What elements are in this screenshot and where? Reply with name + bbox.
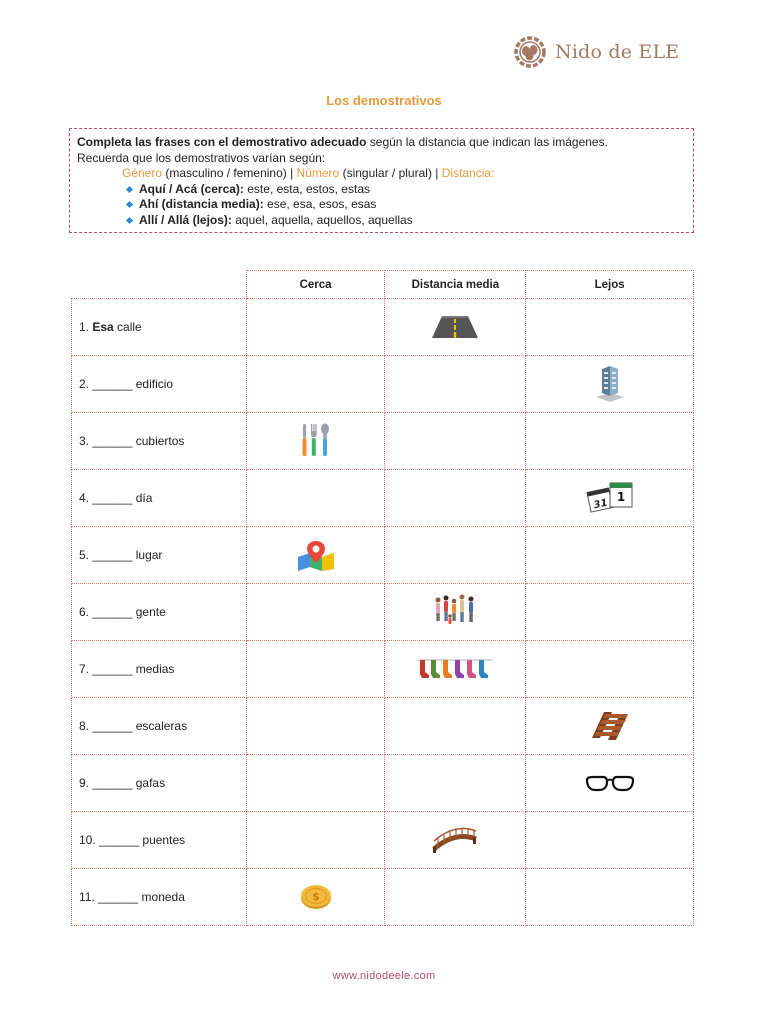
row-label [72, 869, 247, 926]
instructions-line-2: Recuerda que los demostrativos varían según: [77, 150, 326, 165]
row-label [72, 356, 247, 413]
bridge-icon [432, 825, 478, 855]
brand-logo [514, 36, 679, 68]
row-number: 9. [79, 776, 90, 790]
instructions-box [69, 128, 694, 233]
calendar-icon [586, 481, 634, 515]
row-answer: Esa [92, 320, 114, 334]
table-row [72, 584, 694, 641]
cell-cerca [246, 755, 385, 812]
glasses-icon [585, 774, 635, 792]
row-label [72, 527, 247, 584]
cell-media [385, 641, 526, 698]
cell-cerca [246, 812, 385, 869]
row-number: 7. [79, 662, 90, 676]
row-noun: moneda [138, 890, 185, 904]
cell-media [385, 299, 526, 356]
exercise-table [71, 270, 694, 926]
row-noun: gafas [132, 776, 166, 790]
row-noun: escaleras [132, 719, 188, 733]
cell-media [385, 527, 526, 584]
cell-media [385, 755, 526, 812]
distance-item-forms: ese, esa, esos, esas [263, 197, 377, 212]
instructions-bold: Completa las frases con el demostrativo adecuado [77, 135, 367, 149]
page-title: Los demostrativos [326, 93, 442, 108]
cell-cerca [246, 641, 385, 698]
row-label [72, 413, 247, 470]
row-number: 5. [79, 548, 90, 562]
row-blank: ______ [98, 890, 139, 904]
cell-media [385, 356, 526, 413]
cell-cerca [246, 869, 385, 926]
row-noun: gente [132, 605, 166, 619]
table-row [72, 869, 694, 926]
socks-icon [416, 657, 494, 681]
cell-cerca [246, 527, 385, 584]
cell-lejos [526, 641, 694, 698]
cell-lejos [526, 470, 694, 527]
cell-media [385, 584, 526, 641]
numero-label: Número [296, 166, 340, 181]
cell-lejos [526, 356, 694, 413]
row-label [72, 299, 247, 356]
row-blank: ______ [92, 491, 133, 505]
cell-cerca [246, 299, 385, 356]
calendar-number-1: 1 [616, 490, 625, 504]
distance-item-forms: este, esta, estos, estas [243, 181, 370, 196]
row-number: 4. [79, 491, 90, 505]
table-row [72, 299, 694, 356]
row-noun: medias [132, 662, 175, 676]
row-number: 11. [79, 890, 95, 904]
cell-lejos [526, 299, 694, 356]
distancia-label: Distancia: [441, 166, 495, 181]
coin-icon [299, 884, 333, 910]
distance-list [77, 182, 686, 229]
distance-item-lejos [127, 213, 686, 229]
brand-name: Nido de ELE [555, 41, 680, 63]
table-row [72, 755, 694, 812]
cell-lejos [526, 413, 694, 470]
table-header-row [72, 271, 694, 299]
cell-lejos [526, 527, 694, 584]
instructions-line-1 [77, 135, 686, 151]
row-noun: edificio [132, 377, 174, 391]
instructions-line-3 [77, 166, 686, 182]
row-label [72, 641, 247, 698]
cell-cerca [246, 470, 385, 527]
map-pin-icon [296, 539, 336, 571]
table-row [72, 527, 694, 584]
header-lejos: Lejos [526, 271, 694, 299]
row-noun: día [132, 491, 153, 505]
header-cerca: Cerca [246, 271, 385, 299]
coin-symbol: $ [311, 890, 320, 903]
cell-media [385, 698, 526, 755]
cell-media [385, 869, 526, 926]
footer-url[interactable]: www.nidodeele.com [332, 970, 436, 982]
row-blank: ______ [92, 377, 133, 391]
cell-media [385, 413, 526, 470]
distance-item-label: Ahí (distancia media): [139, 197, 264, 212]
table-row [72, 641, 694, 698]
row-noun: calle [113, 320, 142, 334]
row-label [72, 698, 247, 755]
row-label [72, 755, 247, 812]
table-row [72, 698, 694, 755]
cell-media [385, 470, 526, 527]
cell-cerca [246, 584, 385, 641]
row-blank: ______ [92, 434, 133, 448]
row-number: 1. [79, 320, 90, 334]
header-blank-cell [72, 271, 247, 299]
numero-text: (singular / plural) | [339, 166, 442, 181]
row-number: 10. [79, 833, 96, 847]
people-icon [431, 592, 479, 632]
distance-item-label: Allí / Allá (lejos): [139, 212, 232, 227]
building-icon [592, 365, 628, 403]
genero-text: (masculino / femenino) | [162, 166, 297, 181]
table-row [72, 470, 694, 527]
cell-lejos [526, 812, 694, 869]
header-distancia-media: Distancia media [385, 271, 526, 299]
nest-icon [514, 36, 546, 68]
cell-media [385, 812, 526, 869]
distance-item-cerca [127, 182, 686, 198]
row-blank: ______ [99, 833, 140, 847]
cell-lejos [526, 584, 694, 641]
row-label [72, 470, 247, 527]
row-label [72, 812, 247, 869]
cell-cerca [246, 356, 385, 413]
cell-lejos [526, 869, 694, 926]
table-row [72, 413, 694, 470]
row-number: 3. [79, 434, 90, 448]
distance-item-label: Aquí / Acá (cerca): [139, 181, 244, 196]
row-number: 8. [79, 719, 90, 733]
row-blank: ______ [92, 719, 133, 733]
row-label [72, 584, 247, 641]
distance-item-forms: aquel, aquella, aquellos, aquellas [231, 212, 413, 227]
cutlery-icon [299, 422, 333, 460]
calendar-number-31: 31 [592, 497, 609, 512]
instructions-rest: según la distancia que indican las imágenes. [366, 135, 608, 149]
distance-item-media [127, 197, 686, 213]
row-noun: lugar [132, 548, 163, 562]
stairs-icon [590, 710, 630, 742]
cell-lejos [526, 698, 694, 755]
row-number: 2. [79, 377, 90, 391]
row-blank: ______ [92, 548, 133, 562]
cell-cerca [246, 698, 385, 755]
cell-cerca [246, 413, 385, 470]
row-blank: ______ [92, 776, 133, 790]
row-blank: ______ [92, 662, 133, 676]
genero-label: Género [122, 166, 163, 181]
cell-lejos [526, 755, 694, 812]
row-number: 6. [79, 605, 90, 619]
row-noun: puentes [139, 833, 186, 847]
row-noun: cubiertos [132, 434, 185, 448]
road-icon [430, 314, 480, 340]
table-row [72, 356, 694, 413]
row-blank: ______ [92, 605, 133, 619]
table-row [72, 812, 694, 869]
